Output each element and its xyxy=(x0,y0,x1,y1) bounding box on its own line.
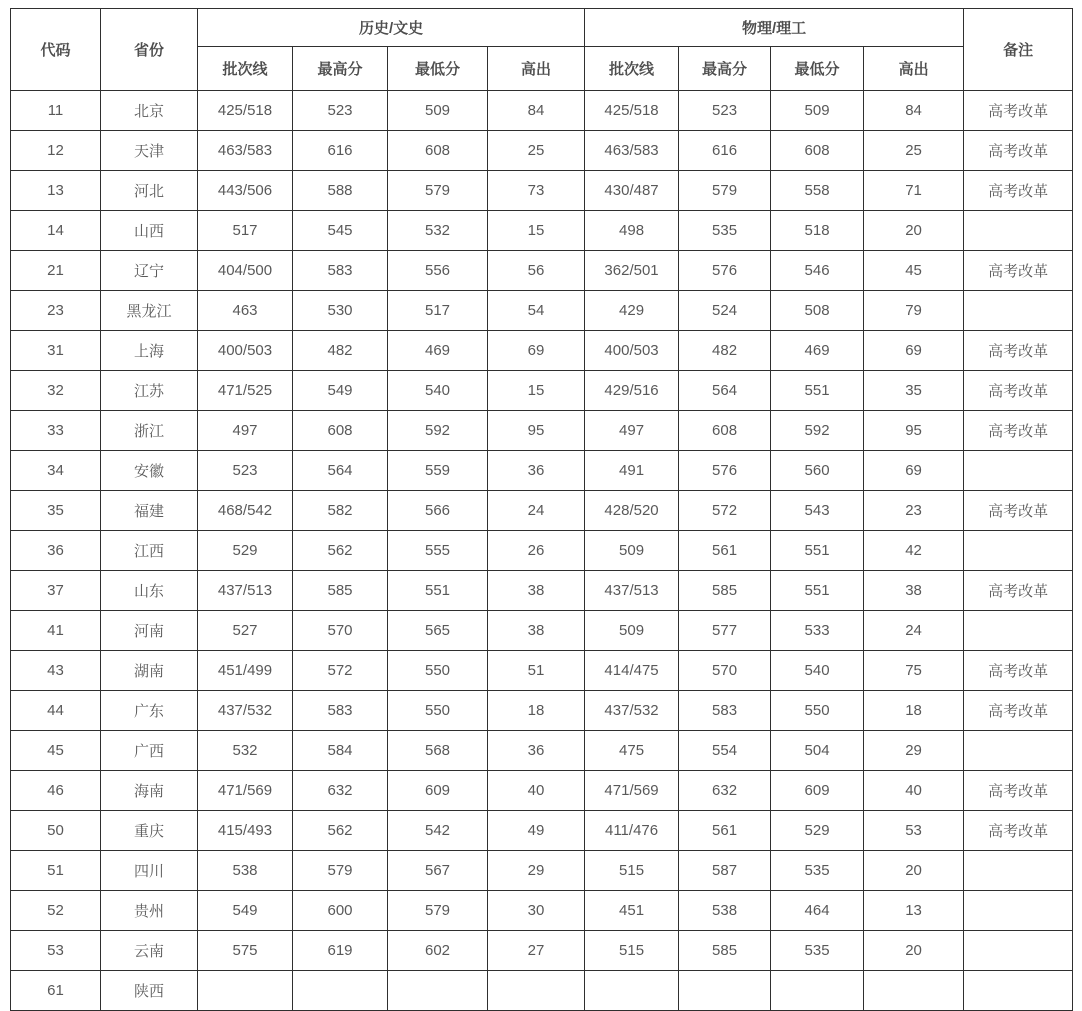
physics-batch-line-cell: 515 xyxy=(585,851,679,891)
code-cell: 45 xyxy=(11,731,101,771)
header-group-row xyxy=(11,9,1073,47)
physics-max-score-cell: 538 xyxy=(679,891,771,931)
col-header-physics-min-score: 最低分 xyxy=(771,47,864,91)
history-min-score-cell: 592 xyxy=(388,411,488,451)
table-row xyxy=(11,891,1073,931)
history-min-score-cell: 568 xyxy=(388,731,488,771)
province-cell: 天津 xyxy=(101,131,198,171)
province-cell: 河南 xyxy=(101,611,198,651)
code-cell: 23 xyxy=(11,291,101,331)
physics-batch-line-cell: 463/583 xyxy=(585,131,679,171)
physics-max-score-cell: 570 xyxy=(679,651,771,691)
history-min-score-cell: 532 xyxy=(388,211,488,251)
history-above-cell: 40 xyxy=(488,771,585,811)
physics-batch-line-cell: 429 xyxy=(585,291,679,331)
history-batch-line-cell: 538 xyxy=(198,851,293,891)
history-min-score-cell: 556 xyxy=(388,251,488,291)
table-row xyxy=(11,451,1073,491)
physics-above-cell: 20 xyxy=(864,211,964,251)
physics-max-score-cell: 561 xyxy=(679,531,771,571)
history-batch-line-cell: 451/499 xyxy=(198,651,293,691)
col-group-physics: 物理/理工 xyxy=(585,9,964,47)
code-cell: 44 xyxy=(11,691,101,731)
physics-max-score-cell: 576 xyxy=(679,451,771,491)
physics-min-score-cell: 551 xyxy=(771,531,864,571)
table-row xyxy=(11,851,1073,891)
province-cell: 北京 xyxy=(101,91,198,131)
code-cell: 14 xyxy=(11,211,101,251)
physics-min-score-cell: 546 xyxy=(771,251,864,291)
code-cell: 53 xyxy=(11,931,101,971)
physics-min-score-cell: 560 xyxy=(771,451,864,491)
physics-above-cell: 40 xyxy=(864,771,964,811)
physics-batch-line-cell: 362/501 xyxy=(585,251,679,291)
province-cell: 陕西 xyxy=(101,971,198,1011)
province-cell: 广西 xyxy=(101,731,198,771)
physics-min-score-cell: 518 xyxy=(771,211,864,251)
physics-min-score-cell: 550 xyxy=(771,691,864,731)
physics-max-score-cell: 572 xyxy=(679,491,771,531)
history-max-score-cell: 608 xyxy=(293,411,388,451)
physics-min-score-cell: 504 xyxy=(771,731,864,771)
code-cell: 52 xyxy=(11,891,101,931)
physics-min-score-cell: 509 xyxy=(771,91,864,131)
table-row xyxy=(11,291,1073,331)
physics-max-score-cell: 564 xyxy=(679,371,771,411)
history-min-score-cell: 566 xyxy=(388,491,488,531)
history-batch-line-cell: 404/500 xyxy=(198,251,293,291)
physics-batch-line-cell: 498 xyxy=(585,211,679,251)
province-cell: 湖南 xyxy=(101,651,198,691)
history-min-score-cell: 559 xyxy=(388,451,488,491)
physics-max-score-cell: 561 xyxy=(679,811,771,851)
physics-batch-line-cell: 497 xyxy=(585,411,679,451)
physics-min-score-cell: 608 xyxy=(771,131,864,171)
history-min-score-cell: 550 xyxy=(388,651,488,691)
history-max-score-cell: 570 xyxy=(293,611,388,651)
physics-max-score-cell: 524 xyxy=(679,291,771,331)
history-max-score-cell: 582 xyxy=(293,491,388,531)
history-above-cell: 36 xyxy=(488,451,585,491)
physics-batch-line-cell: 437/532 xyxy=(585,691,679,731)
history-max-score-cell: 632 xyxy=(293,771,388,811)
history-batch-line-cell: 400/503 xyxy=(198,331,293,371)
history-min-score-cell: 517 xyxy=(388,291,488,331)
col-header-physics-above: 高出 xyxy=(864,47,964,91)
table-row xyxy=(11,211,1073,251)
remark-cell xyxy=(964,611,1073,651)
history-min-score-cell: 579 xyxy=(388,891,488,931)
history-above-cell: 49 xyxy=(488,811,585,851)
physics-batch-line-cell: 471/569 xyxy=(585,771,679,811)
province-cell: 江苏 xyxy=(101,371,198,411)
code-cell: 32 xyxy=(11,371,101,411)
history-batch-line-cell: 549 xyxy=(198,891,293,931)
history-max-score-cell: 588 xyxy=(293,171,388,211)
history-batch-line-cell: 443/506 xyxy=(198,171,293,211)
province-cell: 河北 xyxy=(101,171,198,211)
history-above-cell: 18 xyxy=(488,691,585,731)
table-row xyxy=(11,691,1073,731)
history-above-cell: 24 xyxy=(488,491,585,531)
table-body xyxy=(11,91,1073,1011)
table-row xyxy=(11,571,1073,611)
history-min-score-cell: 579 xyxy=(388,171,488,211)
province-cell: 辽宁 xyxy=(101,251,198,291)
history-batch-line-cell: 463/583 xyxy=(198,131,293,171)
physics-min-score-cell: 533 xyxy=(771,611,864,651)
physics-max-score-cell: 482 xyxy=(679,331,771,371)
history-batch-line-cell: 532 xyxy=(198,731,293,771)
table-row xyxy=(11,931,1073,971)
province-cell: 江西 xyxy=(101,531,198,571)
col-header-physics-batch-line: 批次线 xyxy=(585,47,679,91)
history-batch-line-cell xyxy=(198,971,293,1011)
physics-batch-line-cell: 400/503 xyxy=(585,331,679,371)
history-above-cell: 73 xyxy=(488,171,585,211)
table-row xyxy=(11,731,1073,771)
physics-above-cell: 20 xyxy=(864,931,964,971)
code-cell: 33 xyxy=(11,411,101,451)
province-cell: 山东 xyxy=(101,571,198,611)
physics-above-cell: 69 xyxy=(864,451,964,491)
code-cell: 12 xyxy=(11,131,101,171)
history-above-cell: 26 xyxy=(488,531,585,571)
remark-cell xyxy=(964,291,1073,331)
admission-scores-table xyxy=(10,8,1073,1011)
table-row xyxy=(11,371,1073,411)
history-min-score-cell: 469 xyxy=(388,331,488,371)
table-row xyxy=(11,611,1073,651)
physics-batch-line-cell: 475 xyxy=(585,731,679,771)
history-max-score-cell: 549 xyxy=(293,371,388,411)
code-cell: 31 xyxy=(11,331,101,371)
history-above-cell: 95 xyxy=(488,411,585,451)
province-cell: 广东 xyxy=(101,691,198,731)
history-min-score-cell xyxy=(388,971,488,1011)
history-above-cell: 51 xyxy=(488,651,585,691)
physics-batch-line-cell: 451 xyxy=(585,891,679,931)
col-group-history: 历史/文史 xyxy=(198,9,585,47)
remark-cell xyxy=(964,531,1073,571)
history-batch-line-cell: 437/532 xyxy=(198,691,293,731)
physics-max-score-cell: 585 xyxy=(679,931,771,971)
province-cell: 贵州 xyxy=(101,891,198,931)
physics-above-cell: 24 xyxy=(864,611,964,651)
history-max-score-cell: 585 xyxy=(293,571,388,611)
code-cell: 36 xyxy=(11,531,101,571)
remark-cell: 高考改革 xyxy=(964,811,1073,851)
physics-min-score-cell: 529 xyxy=(771,811,864,851)
history-min-score-cell: 565 xyxy=(388,611,488,651)
physics-batch-line-cell: 428/520 xyxy=(585,491,679,531)
physics-above-cell: 35 xyxy=(864,371,964,411)
remark-cell: 高考改革 xyxy=(964,411,1073,451)
physics-above-cell: 75 xyxy=(864,651,964,691)
remark-cell: 高考改革 xyxy=(964,171,1073,211)
physics-max-score-cell: 535 xyxy=(679,211,771,251)
physics-batch-line-cell: 425/518 xyxy=(585,91,679,131)
col-header-history-max-score: 最高分 xyxy=(293,47,388,91)
history-max-score-cell: 572 xyxy=(293,651,388,691)
province-cell: 上海 xyxy=(101,331,198,371)
table-row xyxy=(11,651,1073,691)
code-cell: 43 xyxy=(11,651,101,691)
physics-above-cell: 18 xyxy=(864,691,964,731)
code-cell: 34 xyxy=(11,451,101,491)
history-above-cell: 56 xyxy=(488,251,585,291)
history-batch-line-cell: 497 xyxy=(198,411,293,451)
province-cell: 四川 xyxy=(101,851,198,891)
code-cell: 50 xyxy=(11,811,101,851)
col-header-physics-max-score: 最高分 xyxy=(679,47,771,91)
history-max-score-cell: 564 xyxy=(293,451,388,491)
remark-cell xyxy=(964,891,1073,931)
remark-cell xyxy=(964,851,1073,891)
physics-max-score-cell: 608 xyxy=(679,411,771,451)
physics-batch-line-cell: 509 xyxy=(585,611,679,651)
physics-above-cell: 38 xyxy=(864,571,964,611)
physics-max-score-cell: 554 xyxy=(679,731,771,771)
province-cell: 海南 xyxy=(101,771,198,811)
history-batch-line-cell: 437/513 xyxy=(198,571,293,611)
physics-min-score-cell: 551 xyxy=(771,371,864,411)
history-max-score-cell: 600 xyxy=(293,891,388,931)
history-above-cell: 84 xyxy=(488,91,585,131)
physics-above-cell: 71 xyxy=(864,171,964,211)
history-above-cell: 30 xyxy=(488,891,585,931)
province-cell: 云南 xyxy=(101,931,198,971)
table-row xyxy=(11,331,1073,371)
table-row xyxy=(11,491,1073,531)
physics-min-score-cell: 551 xyxy=(771,571,864,611)
code-cell: 13 xyxy=(11,171,101,211)
physics-above-cell: 42 xyxy=(864,531,964,571)
history-above-cell: 36 xyxy=(488,731,585,771)
col-header-history-batch-line: 批次线 xyxy=(198,47,293,91)
remark-cell: 高考改革 xyxy=(964,91,1073,131)
physics-max-score-cell: 523 xyxy=(679,91,771,131)
col-header-history-min-score: 最低分 xyxy=(388,47,488,91)
remark-cell xyxy=(964,451,1073,491)
history-batch-line-cell: 425/518 xyxy=(198,91,293,131)
code-cell: 37 xyxy=(11,571,101,611)
history-min-score-cell: 551 xyxy=(388,571,488,611)
physics-above-cell: 84 xyxy=(864,91,964,131)
history-max-score-cell: 562 xyxy=(293,811,388,851)
remark-cell xyxy=(964,211,1073,251)
history-min-score-cell: 550 xyxy=(388,691,488,731)
history-min-score-cell: 608 xyxy=(388,131,488,171)
history-max-score-cell: 545 xyxy=(293,211,388,251)
history-min-score-cell: 540 xyxy=(388,371,488,411)
code-cell: 11 xyxy=(11,91,101,131)
remark-cell: 高考改革 xyxy=(964,251,1073,291)
physics-above-cell: 45 xyxy=(864,251,964,291)
physics-max-score-cell: 585 xyxy=(679,571,771,611)
col-header-province: 省份 xyxy=(101,9,198,91)
history-max-score-cell: 562 xyxy=(293,531,388,571)
physics-max-score-cell: 587 xyxy=(679,851,771,891)
physics-max-score-cell: 583 xyxy=(679,691,771,731)
physics-batch-line-cell: 515 xyxy=(585,931,679,971)
physics-min-score-cell: 508 xyxy=(771,291,864,331)
history-max-score-cell: 584 xyxy=(293,731,388,771)
physics-above-cell: 20 xyxy=(864,851,964,891)
col-header-code: 代码 xyxy=(11,9,101,91)
physics-above-cell: 95 xyxy=(864,411,964,451)
physics-max-score-cell: 579 xyxy=(679,171,771,211)
province-cell: 重庆 xyxy=(101,811,198,851)
col-header-remark: 备注 xyxy=(964,9,1073,91)
code-cell: 46 xyxy=(11,771,101,811)
physics-max-score-cell: 576 xyxy=(679,251,771,291)
history-min-score-cell: 542 xyxy=(388,811,488,851)
physics-above-cell: 69 xyxy=(864,331,964,371)
physics-above-cell: 53 xyxy=(864,811,964,851)
history-batch-line-cell: 471/569 xyxy=(198,771,293,811)
table-row xyxy=(11,91,1073,131)
physics-max-score-cell: 616 xyxy=(679,131,771,171)
history-batch-line-cell: 527 xyxy=(198,611,293,651)
history-max-score-cell: 583 xyxy=(293,251,388,291)
history-max-score-cell xyxy=(293,971,388,1011)
col-header-history-above: 高出 xyxy=(488,47,585,91)
history-max-score-cell: 619 xyxy=(293,931,388,971)
physics-batch-line-cell: 411/476 xyxy=(585,811,679,851)
history-batch-line-cell: 575 xyxy=(198,931,293,971)
code-cell: 21 xyxy=(11,251,101,291)
history-batch-line-cell: 517 xyxy=(198,211,293,251)
province-cell: 浙江 xyxy=(101,411,198,451)
physics-batch-line-cell: 414/475 xyxy=(585,651,679,691)
physics-above-cell: 79 xyxy=(864,291,964,331)
remark-cell: 高考改革 xyxy=(964,371,1073,411)
table-row xyxy=(11,811,1073,851)
history-batch-line-cell: 463 xyxy=(198,291,293,331)
physics-min-score-cell: 609 xyxy=(771,771,864,811)
physics-min-score-cell xyxy=(771,971,864,1011)
history-above-cell: 69 xyxy=(488,331,585,371)
physics-min-score-cell: 540 xyxy=(771,651,864,691)
code-cell: 51 xyxy=(11,851,101,891)
physics-min-score-cell: 592 xyxy=(771,411,864,451)
history-min-score-cell: 567 xyxy=(388,851,488,891)
remark-cell: 高考改革 xyxy=(964,691,1073,731)
province-cell: 福建 xyxy=(101,491,198,531)
remark-cell: 高考改革 xyxy=(964,571,1073,611)
remark-cell xyxy=(964,731,1073,771)
physics-above-cell: 13 xyxy=(864,891,964,931)
table-row xyxy=(11,411,1073,451)
history-max-score-cell: 616 xyxy=(293,131,388,171)
remark-cell xyxy=(964,971,1073,1011)
history-min-score-cell: 602 xyxy=(388,931,488,971)
physics-min-score-cell: 558 xyxy=(771,171,864,211)
province-cell: 山西 xyxy=(101,211,198,251)
history-above-cell: 15 xyxy=(488,211,585,251)
province-cell: 黑龙江 xyxy=(101,291,198,331)
physics-min-score-cell: 543 xyxy=(771,491,864,531)
remark-cell xyxy=(964,931,1073,971)
table-header xyxy=(11,9,1073,91)
physics-batch-line-cell: 429/516 xyxy=(585,371,679,411)
physics-max-score-cell: 577 xyxy=(679,611,771,651)
table-row xyxy=(11,131,1073,171)
history-batch-line-cell: 529 xyxy=(198,531,293,571)
history-max-score-cell: 482 xyxy=(293,331,388,371)
physics-max-score-cell xyxy=(679,971,771,1011)
history-above-cell: 27 xyxy=(488,931,585,971)
history-max-score-cell: 579 xyxy=(293,851,388,891)
physics-max-score-cell: 632 xyxy=(679,771,771,811)
physics-above-cell: 25 xyxy=(864,131,964,171)
history-max-score-cell: 583 xyxy=(293,691,388,731)
table-row xyxy=(11,531,1073,571)
history-max-score-cell: 530 xyxy=(293,291,388,331)
history-batch-line-cell: 468/542 xyxy=(198,491,293,531)
admission-scores-table-wrap xyxy=(10,8,1072,1011)
history-batch-line-cell: 415/493 xyxy=(198,811,293,851)
history-batch-line-cell: 471/525 xyxy=(198,371,293,411)
physics-above-cell xyxy=(864,971,964,1011)
history-min-score-cell: 555 xyxy=(388,531,488,571)
physics-batch-line-cell xyxy=(585,971,679,1011)
remark-cell: 高考改革 xyxy=(964,771,1073,811)
physics-batch-line-cell: 437/513 xyxy=(585,571,679,611)
table-row xyxy=(11,251,1073,291)
province-cell: 安徽 xyxy=(101,451,198,491)
remark-cell: 高考改革 xyxy=(964,491,1073,531)
remark-cell: 高考改革 xyxy=(964,331,1073,371)
physics-above-cell: 23 xyxy=(864,491,964,531)
history-above-cell: 54 xyxy=(488,291,585,331)
table-row xyxy=(11,771,1073,811)
history-batch-line-cell: 523 xyxy=(198,451,293,491)
physics-batch-line-cell: 491 xyxy=(585,451,679,491)
physics-batch-line-cell: 509 xyxy=(585,531,679,571)
history-above-cell: 38 xyxy=(488,571,585,611)
history-min-score-cell: 509 xyxy=(388,91,488,131)
history-above-cell xyxy=(488,971,585,1011)
history-above-cell: 29 xyxy=(488,851,585,891)
history-above-cell: 15 xyxy=(488,371,585,411)
remark-cell: 高考改革 xyxy=(964,131,1073,171)
remark-cell: 高考改革 xyxy=(964,651,1073,691)
physics-batch-line-cell: 430/487 xyxy=(585,171,679,211)
table-row xyxy=(11,971,1073,1011)
physics-min-score-cell: 535 xyxy=(771,851,864,891)
history-min-score-cell: 609 xyxy=(388,771,488,811)
code-cell: 61 xyxy=(11,971,101,1011)
table-row xyxy=(11,171,1073,211)
physics-min-score-cell: 535 xyxy=(771,931,864,971)
history-above-cell: 25 xyxy=(488,131,585,171)
physics-min-score-cell: 469 xyxy=(771,331,864,371)
physics-above-cell: 29 xyxy=(864,731,964,771)
code-cell: 35 xyxy=(11,491,101,531)
history-above-cell: 38 xyxy=(488,611,585,651)
code-cell: 41 xyxy=(11,611,101,651)
physics-min-score-cell: 464 xyxy=(771,891,864,931)
history-max-score-cell: 523 xyxy=(293,91,388,131)
